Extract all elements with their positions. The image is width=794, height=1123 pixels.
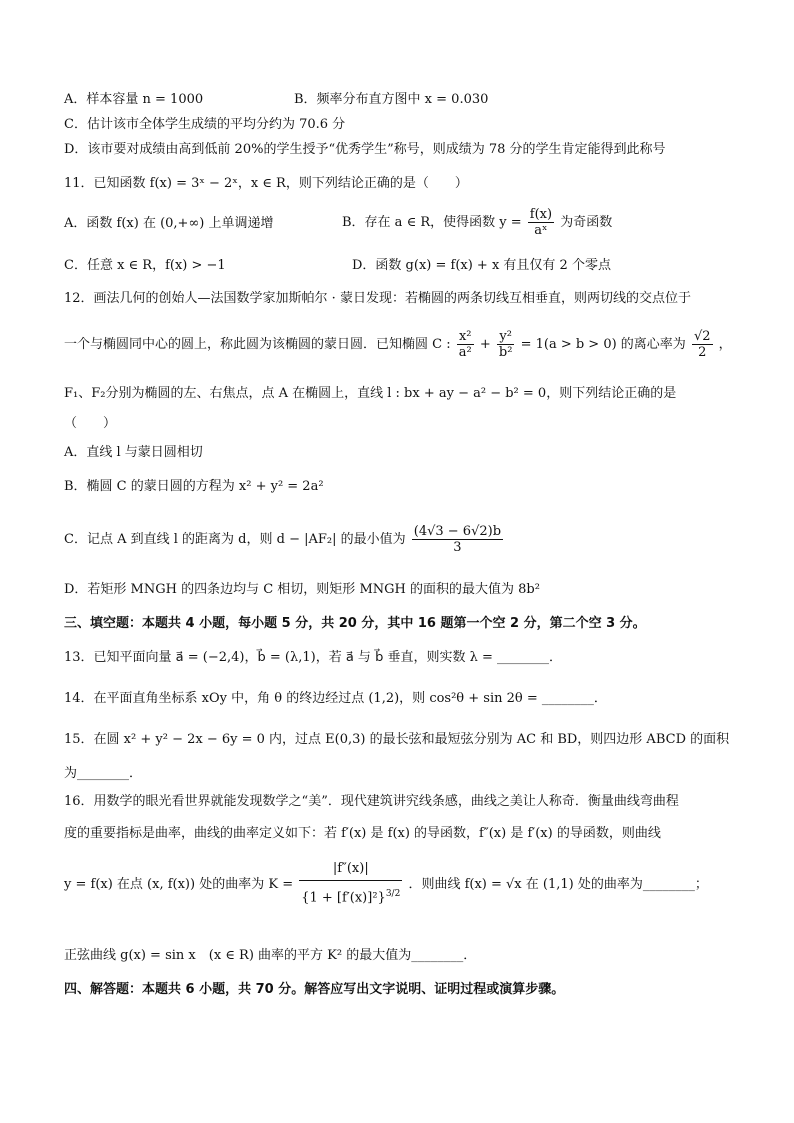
- q11-option-a: A．函数 f(x) 在 (0,+∞) 上单调递增: [64, 216, 274, 231]
- q16-line3-suffix: ．则曲线 f(x) = √x 在 (1,1) 处的曲率为________；: [408, 877, 708, 893]
- q11-option-b-suffix: 为奇函数: [560, 215, 613, 230]
- q12-option-a: A．直线 l 与蒙日圆相切: [64, 445, 203, 460]
- q11-option-b-denominator: aˣ: [534, 223, 548, 238]
- q16-line4: 正弦曲线 g(x) = sin x (x ∈ R) 曲率的平方 K² 的最大值为________．: [64, 948, 477, 963]
- q12-fraction-x-den: a²: [458, 345, 472, 360]
- q16-curvature-exponent: 3/2: [385, 889, 401, 899]
- q12-fraction-x-num: x²: [457, 329, 474, 345]
- q16-curvature-numerator: |f″(x)|: [299, 858, 402, 881]
- q13-question: 13．已知平面向量 a⃗ = (−2,4)，b⃗ = (λ,1)，若 a⃗ 与 b⃗ 垂直，则实数 λ = ________．: [64, 650, 562, 665]
- q16-line2: 度的重要指标是曲率，曲线的曲率定义如下：若 f′(x) 是 f(x) 的导函数，f″(x) 是 f′(x) 的导函数，则曲线: [64, 826, 661, 841]
- q12-option-c-fraction: [412, 524, 503, 555]
- q11-option-b-fraction: [528, 207, 554, 238]
- q12-stem-line1: 12．画法几何的创始人—法国数学家加斯帕尔 · 蒙日发现：若椭圆的两条切线互相垂直，则两切线的交点位于: [64, 291, 691, 306]
- q12-fraction-x: [457, 329, 474, 360]
- q10-option-a: A．样本容量 n = 1000: [64, 92, 204, 107]
- q12-option-c: [64, 518, 505, 562]
- q11-option-b: [342, 204, 612, 242]
- q12-stem-line2: [64, 325, 732, 365]
- q12-plus: +: [479, 337, 491, 352]
- q12-eccentricity-den: 2: [698, 345, 707, 360]
- q15-line1: 15．在圆 x² + y² − 2x − 6y = 0 内，过点 E(0,3) 的最长弦和最短弦分别为 AC 和 BD，则四边形 ABCD 的面积: [64, 732, 730, 747]
- q12-option-c-denominator: 3: [453, 540, 462, 555]
- q16-curvature-base: {1 + [f′(x)]²}: [301, 890, 386, 906]
- q15-line2: 为________．: [64, 766, 143, 781]
- q11-option-c: C．任意 x ∈ R，f(x) > −1: [64, 258, 226, 273]
- q16-line1: 16．用数学的眼光看世界就能发现数学之“美”．现代建筑讲究线条感，曲线之美让人称奇．衡量曲线弯曲程: [64, 794, 679, 809]
- q10-option-c: C．估计该市全体学生成绩的平均分约为 70.6 分: [64, 117, 346, 132]
- q11-option-d: D．函数 g(x) = f(x) + x 有且仅有 2 个零点: [352, 258, 611, 273]
- section-3-heading: 三、填空题：本题共 4 小题，每小题 5 分，共 20 分，其中 16 题第一个空 2 分，第二个空 3 分。: [64, 616, 646, 631]
- q16-curvature-fraction: [299, 858, 402, 911]
- q12-eccentricity-num: √2: [693, 329, 711, 344]
- section-4-heading: 四、解答题：本题共 6 小题，共 70 分。解答应写出文字说明、证明过程或演算步骤。: [64, 982, 565, 997]
- q16-line3: [64, 858, 708, 911]
- q12-option-b: B．椭圆 C 的蒙日圆的方程为 x² + y² = 2a²: [64, 479, 324, 494]
- q12-option-c-prefix: C．记点 A 到直线 l 的距离为 d，则 d − |AF₂| 的最小值为: [64, 532, 406, 547]
- q12-fraction-y-num: y²: [497, 329, 515, 345]
- q12-option-d: D．若矩形 MNGH 的四条边均与 C 相切，则矩形 MNGH 的面积的最大值为 8b²: [64, 582, 540, 597]
- q16-curvature-denominator: [299, 881, 402, 911]
- q12-line2-prefix: 一个与椭圆同中心的圆上，称此圆为该椭圆的蒙日圆．已知椭圆 C :: [64, 337, 451, 352]
- q11-option-b-numerator: f(x): [529, 207, 553, 222]
- q12-line2-end: ，: [718, 337, 732, 352]
- q12-option-c-numerator: (4√3 − 6√2)b: [413, 524, 502, 539]
- q16-line3-prefix: y = f(x) 在点 (x, f(x)) 处的曲率为 K =: [64, 877, 294, 893]
- q10-option-d: D．该市要对成绩由高到低前 20%的学生授予“优秀学生”称号，则成绩为 78 分的学生肯定能得到此称号: [64, 142, 666, 157]
- q10-option-b: B．频率分布直方图中 x = 0.030: [294, 92, 489, 107]
- q12-line2-middle: = 1(a > b > 0) 的离心率为: [520, 337, 686, 352]
- q12-answer-paren: （ ）: [64, 416, 117, 431]
- q12-fraction-y-den: b²: [498, 345, 513, 360]
- q11-stem: 11．已知函数 f(x) = 3ˣ − 2ˣ，x ∈ R，则下列结论正确的是（ ）: [64, 176, 468, 191]
- q14-question: 14．在平面直角坐标系 xOy 中，角 θ 的终边经过点 (1,2)，则 cos²θ + sin 2θ = ________．: [64, 691, 607, 706]
- q12-fraction-eccentricity: [692, 329, 713, 360]
- q12-fraction-y: [497, 329, 515, 360]
- q12-stem-line3: F₁、F₂分别为椭圆的左、右焦点，点 A 在椭圆上，直线 l : bx + ay − a² − b² = 0，则下列结论正确的是: [64, 386, 677, 401]
- q11-option-b-prefix: B．存在 a ∈ R，使得函数 y =: [342, 215, 522, 230]
